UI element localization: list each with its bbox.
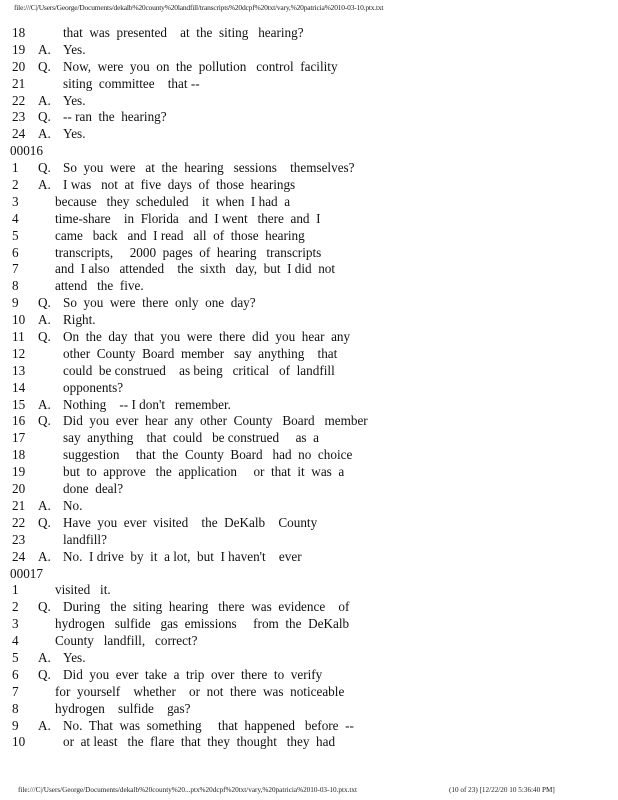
line-text: -- ran the hearing? xyxy=(63,109,167,125)
line-text: Have you ever visited the DeKalb County xyxy=(63,514,318,530)
line-number: 6 xyxy=(12,666,19,682)
transcript-line xyxy=(0,582,618,599)
transcript-line xyxy=(0,25,618,42)
speaker-label: A. xyxy=(38,396,51,412)
transcript-line xyxy=(0,481,618,498)
line-text: time-share in Florida and I went there and I xyxy=(55,210,321,226)
transcript-line xyxy=(0,278,618,295)
line-text: Yes. xyxy=(63,92,86,108)
transcript-line xyxy=(0,312,618,329)
line-number: 20 xyxy=(12,58,26,74)
line-number: 3 xyxy=(12,616,19,632)
line-text: So you were at the hearing sessions themselves? xyxy=(63,160,355,176)
transcript-line xyxy=(0,177,618,194)
document-path-header: file:///C|/Users/George/Documents/dekalb%20county%20landfill/transcripts%20dcpf%20txt/vary,%20patricia%2010-03-10.ptx.txt xyxy=(14,3,384,12)
transcript-line xyxy=(0,329,618,346)
line-number: 16 xyxy=(12,413,26,429)
transcript-line xyxy=(0,211,618,228)
transcript-body xyxy=(0,25,618,751)
transcript-line xyxy=(0,59,618,76)
line-number: 22 xyxy=(12,514,26,530)
line-text: I was not at five days of those hearings xyxy=(63,177,296,193)
transcript-line xyxy=(0,397,618,414)
transcript-line xyxy=(0,549,618,566)
line-number: 7 xyxy=(12,261,19,277)
transcript-line xyxy=(0,346,618,363)
speaker-label: Q. xyxy=(38,599,51,615)
transcript-line xyxy=(0,363,618,380)
line-text: transcripts, 2000 pages of hearing transcripts xyxy=(55,244,322,260)
line-text: hydrogen sulfide gas emissions from the DeKalb xyxy=(55,616,350,632)
line-number: 1 xyxy=(12,160,19,176)
page-number: 00017 xyxy=(10,565,43,581)
line-number: 21 xyxy=(12,497,26,513)
line-number: 23 xyxy=(12,109,26,125)
speaker-label: A. xyxy=(38,548,51,564)
line-text: for yourself whether or not there was noticeable xyxy=(55,683,345,699)
line-text: that was presented at the siting hearing? xyxy=(63,25,304,40)
transcript-line xyxy=(0,447,618,464)
line-number: 15 xyxy=(12,396,26,412)
page-marker xyxy=(0,143,618,160)
speaker-label: A. xyxy=(38,126,51,142)
line-number: 2 xyxy=(12,177,19,193)
line-number: 12 xyxy=(12,345,26,361)
line-number: 20 xyxy=(12,481,26,497)
line-number: 9 xyxy=(12,295,19,311)
speaker-label: Q. xyxy=(38,413,51,429)
transcript-line xyxy=(0,633,618,650)
line-text: Now, were you on the pollution control facility xyxy=(63,58,338,74)
transcript-line xyxy=(0,650,618,667)
line-text: Yes. xyxy=(63,649,86,665)
line-number: 19 xyxy=(12,41,26,57)
line-text: say anything that could be construed as a xyxy=(63,430,319,446)
line-text: No. That was something that happened before -- xyxy=(63,717,354,733)
transcript-line xyxy=(0,667,618,684)
page-info-footer: (10 of 23) [12/22/20 10 5:36:40 PM] xyxy=(449,786,555,794)
speaker-label: A. xyxy=(38,717,51,733)
speaker-label: A. xyxy=(38,41,51,57)
transcript-line xyxy=(0,76,618,93)
line-text: Right. xyxy=(63,312,96,328)
line-number: 18 xyxy=(12,447,26,463)
transcript-line xyxy=(0,701,618,718)
line-number: 6 xyxy=(12,244,19,260)
speaker-label: Q. xyxy=(38,329,51,345)
line-number: 10 xyxy=(12,734,26,750)
transcript-line xyxy=(0,734,618,751)
transcript-line xyxy=(0,228,618,245)
transcript-line xyxy=(0,109,618,126)
line-number: 11 xyxy=(12,329,25,345)
line-text: Did you ever take a trip over there to verify xyxy=(63,666,323,682)
line-number: 10 xyxy=(12,312,26,328)
transcript-line xyxy=(0,160,618,177)
line-text: other County Board member say anything that xyxy=(63,345,338,361)
speaker-label: A. xyxy=(38,649,51,665)
speaker-label: Q. xyxy=(38,160,51,176)
line-number: 24 xyxy=(12,548,26,564)
line-text: Yes. xyxy=(63,126,86,142)
line-text: opponents? xyxy=(63,379,124,395)
line-text: No. I drive by it a lot, but I haven't ever xyxy=(63,548,302,564)
transcript-line xyxy=(0,616,618,633)
line-text: visited it. xyxy=(55,582,111,598)
line-number: 17 xyxy=(12,430,26,446)
transcript-line xyxy=(0,42,618,59)
line-text: suggestion that the County Board had no choice xyxy=(63,447,353,463)
transcript-line xyxy=(0,93,618,110)
speaker-label: Q. xyxy=(38,109,51,125)
transcript-line xyxy=(0,718,618,735)
line-text: and I also attended the sixth day, but I did not xyxy=(55,261,336,277)
line-text: done deal? xyxy=(63,481,124,497)
line-text: No. xyxy=(63,497,83,513)
speaker-label: A. xyxy=(38,312,51,328)
line-number: 8 xyxy=(12,278,19,294)
line-text: hydrogen sulfide gas? xyxy=(55,700,191,716)
transcript-line xyxy=(0,532,618,549)
line-text: came back and I read all of those hearing xyxy=(55,227,305,243)
transcript-line xyxy=(0,413,618,430)
line-text: could be construed as being critical of landfill xyxy=(63,362,335,378)
speaker-label: A. xyxy=(38,177,51,193)
line-text: siting committee that -- xyxy=(63,75,200,91)
line-text: So you were there only one day? xyxy=(63,295,256,311)
line-text: Did you ever hear any other County Board member xyxy=(63,413,368,429)
line-text: because they scheduled it when I had a xyxy=(55,193,291,209)
line-text: Nothing -- I don't remember. xyxy=(63,396,231,412)
line-text: On the day that you were there did you hear any xyxy=(63,329,351,345)
line-number: 21 xyxy=(12,75,26,91)
line-number: 2 xyxy=(12,599,19,615)
line-number: 3 xyxy=(12,193,19,209)
line-number: 19 xyxy=(12,464,26,480)
transcript-line xyxy=(0,599,618,616)
line-text: landfill? xyxy=(63,531,107,547)
speaker-label: Q. xyxy=(38,514,51,530)
transcript-line xyxy=(0,430,618,447)
transcript-line xyxy=(0,464,618,481)
line-number: 8 xyxy=(12,700,19,716)
speaker-label: A. xyxy=(38,92,51,108)
line-number: 7 xyxy=(12,683,19,699)
speaker-label: Q. xyxy=(38,58,51,74)
line-number: 4 xyxy=(12,210,19,226)
line-number: 9 xyxy=(12,717,19,733)
transcript-line xyxy=(0,515,618,532)
line-number: 1 xyxy=(12,582,19,598)
transcript-line xyxy=(0,380,618,397)
line-number: 24 xyxy=(12,126,26,142)
line-number: 4 xyxy=(12,633,19,649)
speaker-label: Q. xyxy=(38,666,51,682)
transcript-line xyxy=(0,498,618,515)
line-number: 5 xyxy=(12,227,19,243)
line-number: 5 xyxy=(12,649,19,665)
page-number: 00016 xyxy=(10,143,43,159)
line-text: or at least the flare that they thought they had xyxy=(63,734,336,750)
line-text: Yes. xyxy=(63,41,86,57)
transcript-line xyxy=(0,295,618,312)
line-number: 23 xyxy=(12,531,26,547)
speaker-label: A. xyxy=(38,497,51,513)
transcript-line xyxy=(0,245,618,262)
document-path-footer: file:///C|/Users/George/Documents/dekalb%20county%20...ptx%20dcpf%20txt/vary,%20patricia%2010-03-10.ptx.txt xyxy=(18,786,357,794)
transcript-line xyxy=(0,684,618,701)
transcript-line xyxy=(0,194,618,211)
line-text: During the siting hearing there was evidence of xyxy=(63,599,350,615)
line-number: 13 xyxy=(12,362,26,378)
page-marker xyxy=(0,566,618,583)
line-text: attend the five. xyxy=(55,278,144,294)
line-text: County landfill, correct? xyxy=(55,633,198,649)
line-number: 22 xyxy=(12,92,26,108)
speaker-label: Q. xyxy=(38,295,51,311)
line-text: but to approve the application or that it was a xyxy=(63,464,345,480)
line-number: 14 xyxy=(12,379,26,395)
transcript-line xyxy=(0,261,618,278)
line-number: 18 xyxy=(12,25,26,40)
transcript-line xyxy=(0,126,618,143)
